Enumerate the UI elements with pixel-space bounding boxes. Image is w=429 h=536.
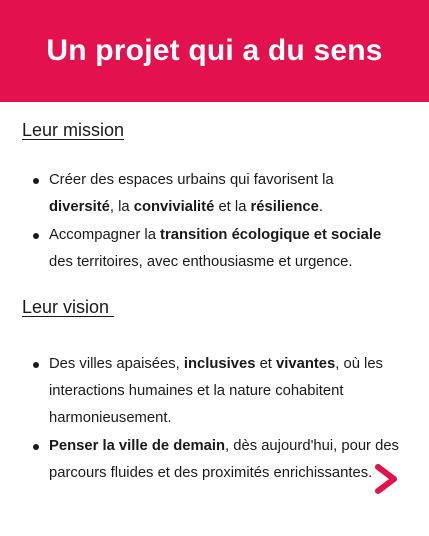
item-bold-text: diversité	[49, 199, 110, 215]
mission-list	[32, 167, 402, 277]
item-bold-text: convivialité	[133, 199, 215, 215]
page-title: Un projet qui a du sens	[46, 34, 383, 67]
mission-heading: Leur mission	[22, 120, 125, 140]
item-bold-text: résilience	[250, 199, 319, 215]
item-text: , où les interactions humaines et la nature cohabitent harmonieusement.	[49, 356, 383, 426]
item-text: , dès aujourd'hui, pour des parcours fluides et des proximités enrichissantes.	[49, 438, 399, 481]
item-text: , la	[109, 199, 134, 215]
item-bold-text: inclusives	[183, 356, 256, 372]
item-text: et	[255, 356, 277, 372]
vision-heading: Leur vision	[22, 297, 115, 317]
list-item	[32, 167, 402, 221]
item-text: et la	[214, 199, 251, 215]
item-text: Accompagner la	[49, 227, 161, 243]
next-button[interactable]	[371, 462, 401, 496]
item-bold-text: transition écologique et sociale	[160, 227, 382, 243]
item-bold-text: Penser la ville de demain	[49, 438, 226, 454]
item-text: des territoires, avec enthousiasme et urgence.	[49, 254, 353, 270]
item-text: Des villes apaisées,	[49, 356, 184, 372]
item-bold-text: vivantes	[276, 356, 336, 372]
chevron-right-icon	[371, 462, 401, 496]
list-item	[32, 351, 402, 432]
vision-list	[32, 351, 402, 488]
header-banner	[0, 0, 429, 102]
list-item	[32, 433, 402, 487]
list-item	[32, 222, 402, 276]
item-text: Créer des espaces urbains qui favorisent la	[49, 172, 334, 188]
item-text: .	[318, 199, 323, 215]
